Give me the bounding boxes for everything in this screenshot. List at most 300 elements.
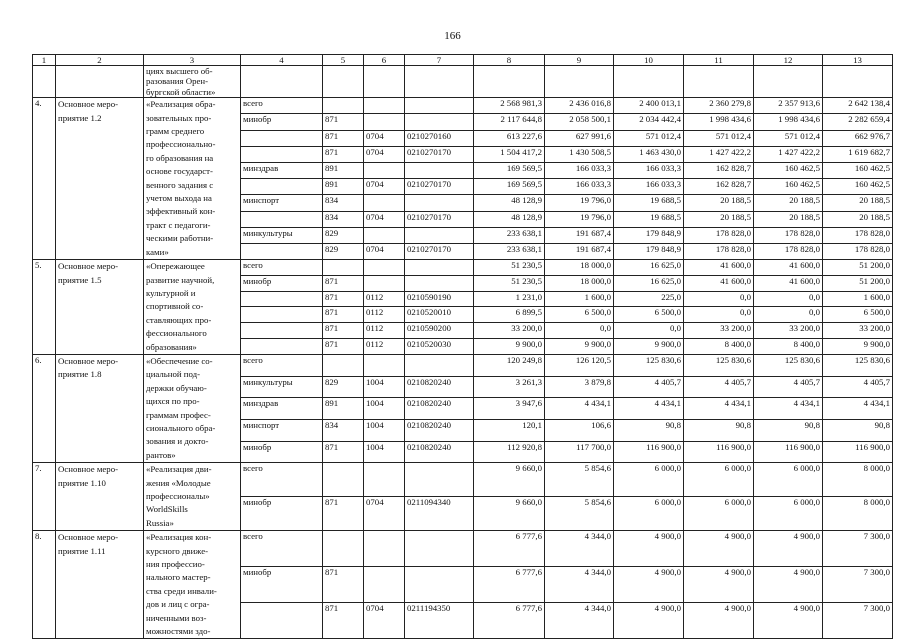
amount-cell: 0,0	[754, 291, 823, 307]
section-code	[364, 567, 405, 603]
amount-cell: 178 828,0	[684, 227, 754, 243]
amount-cell: 613 227,6	[474, 130, 545, 146]
amount-cell: 9 900,0	[474, 339, 545, 355]
amount-cell: 6 899,5	[474, 307, 545, 323]
amount-cell: 179 848,9	[614, 243, 684, 259]
empty-cell	[823, 66, 893, 98]
amount-cell: 4 434,1	[684, 398, 754, 420]
target-code: 0210270170	[405, 211, 474, 227]
grbs-code: 871	[323, 146, 364, 162]
amount-cell: 125 830,6	[684, 354, 754, 376]
column-header: 8	[474, 55, 545, 66]
amount-cell: 2 436 016,8	[545, 98, 614, 114]
executor	[241, 339, 323, 355]
header-row	[33, 55, 893, 66]
amount-cell: 6 500,0	[614, 307, 684, 323]
item-name: Основное меро- приятие 1.11	[56, 531, 144, 639]
amount-cell: 4 900,0	[754, 567, 823, 603]
amount-cell: 179 848,9	[614, 227, 684, 243]
target-code	[405, 354, 474, 376]
amount-cell: 18 000,0	[545, 275, 614, 291]
executor: всего	[241, 260, 323, 276]
amount-cell: 126 120,5	[545, 354, 614, 376]
section-code	[364, 354, 405, 376]
amount-cell: 48 128,9	[474, 195, 545, 211]
amount-cell: 571 012,4	[614, 130, 684, 146]
target-code: 0210820240	[405, 419, 474, 441]
grbs-code: 871	[323, 307, 364, 323]
amount-cell: 20 188,5	[754, 195, 823, 211]
section-code: 1004	[364, 398, 405, 420]
amount-cell: 106,6	[545, 419, 614, 441]
amount-cell: 90,8	[614, 419, 684, 441]
target-code	[405, 162, 474, 178]
amount-cell: 125 830,6	[614, 354, 684, 376]
amount-cell: 1 998 434,6	[754, 114, 823, 130]
amount-cell: 4 434,1	[754, 398, 823, 420]
grbs-code: 891	[323, 179, 364, 195]
amount-cell: 0,0	[754, 307, 823, 323]
amount-cell: 6 000,0	[684, 463, 754, 497]
target-code	[405, 567, 474, 603]
amount-cell: 120,1	[474, 419, 545, 441]
amount-cell: 233 638,1	[474, 227, 545, 243]
executor: всего	[241, 98, 323, 114]
amount-cell: 90,8	[754, 419, 823, 441]
section-code	[364, 275, 405, 291]
amount-cell: 1 427 422,2	[684, 146, 754, 162]
amount-cell: 41 600,0	[684, 260, 754, 276]
item-name: Основное меро- приятие 1.10	[56, 463, 144, 531]
amount-cell: 1 998 434,6	[684, 114, 754, 130]
amount-cell: 7 300,0	[823, 567, 893, 603]
grbs-code: 834	[323, 195, 364, 211]
amount-cell: 120 249,8	[474, 354, 545, 376]
grbs-code: 871	[323, 567, 364, 603]
amount-cell: 6 000,0	[684, 497, 754, 531]
executor: минобр	[241, 497, 323, 531]
column-header: 3	[144, 55, 241, 66]
amount-cell: 571 012,4	[754, 130, 823, 146]
amount-cell: 8 000,0	[823, 497, 893, 531]
amount-cell: 1 600,0	[823, 291, 893, 307]
amount-cell: 225,0	[614, 291, 684, 307]
section-code	[364, 195, 405, 211]
grbs-code: 834	[323, 211, 364, 227]
amount-cell: 1 504 417,2	[474, 146, 545, 162]
amount-cell: 9 900,0	[545, 339, 614, 355]
amount-cell: 2 360 279,8	[684, 98, 754, 114]
executor: минобр	[241, 441, 323, 463]
target-code	[405, 227, 474, 243]
target-code: 0210820240	[405, 398, 474, 420]
amount-cell: 160 462,5	[823, 179, 893, 195]
grbs-code: 891	[323, 162, 364, 178]
amount-cell: 162 828,7	[684, 162, 754, 178]
section-code: 0704	[364, 130, 405, 146]
amount-cell: 0,0	[614, 323, 684, 339]
target-code: 0210590190	[405, 291, 474, 307]
amount-cell: 2 117 644,8	[474, 114, 545, 130]
amount-cell: 16 625,0	[614, 260, 684, 276]
target-code	[405, 195, 474, 211]
item-description: «Обеспечение со- циальной под- держки обучаю- щихся по про- граммам профес- сионального обра- зования и докто- рантов»	[144, 354, 241, 462]
amount-cell: 125 830,6	[823, 354, 893, 376]
amount-cell: 4 434,1	[823, 398, 893, 420]
target-code: 0210270160	[405, 130, 474, 146]
item-number: 4.	[33, 98, 56, 260]
amount-cell: 2 282 659,4	[823, 114, 893, 130]
amount-cell: 4 344,0	[545, 567, 614, 603]
amount-cell: 6 777,6	[474, 567, 545, 603]
amount-cell: 2 034 442,4	[614, 114, 684, 130]
amount-cell: 166 033,3	[614, 162, 684, 178]
amount-cell: 117 700,0	[545, 441, 614, 463]
amount-cell: 1 619 682,7	[823, 146, 893, 162]
amount-cell: 4 900,0	[614, 567, 684, 603]
section-code	[364, 227, 405, 243]
target-code	[405, 260, 474, 276]
empty-cell	[241, 66, 323, 98]
amount-cell: 7 300,0	[823, 531, 893, 567]
grbs-code: 829	[323, 376, 364, 398]
grbs-code: 891	[323, 398, 364, 420]
amount-cell: 4 900,0	[684, 567, 754, 603]
amount-cell: 33 200,0	[474, 323, 545, 339]
target-code: 0210270170	[405, 243, 474, 259]
amount-cell: 41 600,0	[684, 275, 754, 291]
amount-cell: 8 000,0	[823, 463, 893, 497]
empty-cell	[545, 66, 614, 98]
amount-cell: 90,8	[684, 419, 754, 441]
executor	[241, 243, 323, 259]
grbs-code: 871	[323, 441, 364, 463]
amount-cell: 4 344,0	[545, 531, 614, 567]
amount-cell: 4 900,0	[614, 603, 684, 639]
executor	[241, 291, 323, 307]
amount-cell: 20 188,5	[684, 195, 754, 211]
empty-cell	[754, 66, 823, 98]
section-code: 0704	[364, 146, 405, 162]
amount-cell: 4 900,0	[614, 531, 684, 567]
section-code	[364, 531, 405, 567]
executor: минобр	[241, 275, 323, 291]
item-name: Основное меро- приятие 1.2	[56, 98, 144, 260]
amount-cell: 160 462,5	[754, 162, 823, 178]
amount-cell: 2 568 981,3	[474, 98, 545, 114]
section-code	[364, 463, 405, 497]
column-header: 9	[545, 55, 614, 66]
empty-cell	[614, 66, 684, 98]
amount-cell: 6 000,0	[614, 497, 684, 531]
amount-cell: 20 188,5	[754, 211, 823, 227]
amount-cell: 571 012,4	[684, 130, 754, 146]
executor: минкультуры	[241, 376, 323, 398]
column-header: 7	[405, 55, 474, 66]
amount-cell: 166 033,3	[545, 179, 614, 195]
grbs-code: 871	[323, 130, 364, 146]
target-code: 0210590200	[405, 323, 474, 339]
executor	[241, 179, 323, 195]
table-row	[33, 531, 893, 567]
amount-cell: 9 900,0	[614, 339, 684, 355]
amount-cell: 178 828,0	[823, 227, 893, 243]
amount-cell: 1 600,0	[545, 291, 614, 307]
amount-cell: 33 200,0	[684, 323, 754, 339]
amount-cell: 233 638,1	[474, 243, 545, 259]
amount-cell: 1 430 508,5	[545, 146, 614, 162]
item-number: 6.	[33, 354, 56, 462]
column-header: 4	[241, 55, 323, 66]
executor: всего	[241, 531, 323, 567]
amount-cell: 19 688,5	[614, 211, 684, 227]
executor: минспорт	[241, 195, 323, 211]
amount-cell: 51 230,5	[474, 260, 545, 276]
amount-cell: 51 200,0	[823, 260, 893, 276]
amount-cell: 116 900,0	[823, 441, 893, 463]
empty-cell	[364, 66, 405, 98]
grbs-code: 871	[323, 339, 364, 355]
amount-cell: 2 357 913,6	[754, 98, 823, 114]
target-code	[405, 114, 474, 130]
column-header: 10	[614, 55, 684, 66]
amount-cell: 4 344,0	[545, 603, 614, 639]
grbs-code	[323, 98, 364, 114]
amount-cell: 33 200,0	[823, 323, 893, 339]
amount-cell: 160 462,5	[823, 162, 893, 178]
executor	[241, 130, 323, 146]
amount-cell: 6 777,6	[474, 531, 545, 567]
executor: всего	[241, 463, 323, 497]
amount-cell: 48 128,9	[474, 211, 545, 227]
grbs-code: 834	[323, 419, 364, 441]
target-code: 0210270170	[405, 146, 474, 162]
amount-cell: 191 687,4	[545, 227, 614, 243]
item-name: Основное меро- приятие 1.8	[56, 354, 144, 462]
amount-cell: 1 463 430,0	[614, 146, 684, 162]
grbs-code	[323, 531, 364, 567]
amount-cell: 166 033,3	[614, 179, 684, 195]
empty-cell	[323, 66, 364, 98]
executor: минздрав	[241, 162, 323, 178]
column-header: 6	[364, 55, 405, 66]
section-code: 0112	[364, 323, 405, 339]
amount-cell: 1 427 422,2	[754, 146, 823, 162]
amount-cell: 41 600,0	[754, 275, 823, 291]
column-header: 11	[684, 55, 754, 66]
grbs-code: 829	[323, 227, 364, 243]
amount-cell: 662 976,7	[823, 130, 893, 146]
amount-cell: 4 900,0	[754, 531, 823, 567]
target-code	[405, 463, 474, 497]
amount-cell: 2 642 138,4	[823, 98, 893, 114]
amount-cell: 3 879,8	[545, 376, 614, 398]
executor: минобр	[241, 567, 323, 603]
section-code: 0704	[364, 243, 405, 259]
amount-cell: 116 900,0	[614, 441, 684, 463]
item-number: 7.	[33, 463, 56, 531]
grbs-code: 871	[323, 275, 364, 291]
amount-cell: 4 900,0	[684, 603, 754, 639]
executor	[241, 323, 323, 339]
empty-cell	[405, 66, 474, 98]
amount-cell: 2 058 500,1	[545, 114, 614, 130]
amount-cell: 41 600,0	[754, 260, 823, 276]
section-code	[364, 98, 405, 114]
amount-cell: 16 625,0	[614, 275, 684, 291]
executor	[241, 307, 323, 323]
amount-cell: 6 777,6	[474, 603, 545, 639]
amount-cell: 6 000,0	[754, 463, 823, 497]
page-number: 166	[444, 30, 461, 42]
grbs-code: 829	[323, 243, 364, 259]
column-header: 12	[754, 55, 823, 66]
amount-cell: 20 188,5	[684, 211, 754, 227]
item-number: 8.	[33, 531, 56, 639]
amount-cell: 90,8	[823, 419, 893, 441]
amount-cell: 178 828,0	[684, 243, 754, 259]
section-code	[364, 162, 405, 178]
section-code: 0112	[364, 339, 405, 355]
amount-cell: 627 991,6	[545, 130, 614, 146]
amount-cell: 51 200,0	[823, 275, 893, 291]
amount-cell: 6 500,0	[823, 307, 893, 323]
amount-cell: 0,0	[684, 291, 754, 307]
section-code: 0112	[364, 307, 405, 323]
amount-cell: 112 920,8	[474, 441, 545, 463]
amount-cell: 4 405,7	[614, 376, 684, 398]
amount-cell: 6 500,0	[545, 307, 614, 323]
grbs-code	[323, 463, 364, 497]
amount-cell: 18 000,0	[545, 260, 614, 276]
empty-cell	[684, 66, 754, 98]
item-description: «Опережающее развитие научной, культурной и спортивной со- ставляющих про- фессионального образования»	[144, 260, 241, 355]
column-header: 2	[56, 55, 144, 66]
grbs-code: 871	[323, 323, 364, 339]
section-code: 0704	[364, 211, 405, 227]
amount-cell: 191 687,4	[545, 243, 614, 259]
grbs-code	[323, 354, 364, 376]
grbs-code	[323, 260, 364, 276]
item-name: Основное меро- приятие 1.5	[56, 260, 144, 355]
amount-cell: 0,0	[684, 307, 754, 323]
amount-cell: 19 688,5	[614, 195, 684, 211]
executor: минспорт	[241, 419, 323, 441]
section-code: 1004	[364, 441, 405, 463]
item-description: «Реализация кон- курсного движе- ния профессио- нального мастер- ства среди инвали- дов и лиц с огра- ниченными воз- можностями здо-	[144, 531, 241, 639]
amount-cell: 9 660,0	[474, 497, 545, 531]
amount-cell: 20 188,5	[823, 195, 893, 211]
section-code: 0704	[364, 179, 405, 195]
amount-cell: 116 900,0	[754, 441, 823, 463]
item-description: «Реализация обра- зовательных про- грамм среднего профессионально- го образования на основе государст- венного задания с учетом выхода на эффективный кон- тракт с педагоги- ческими работни- ками»	[144, 98, 241, 260]
section-code	[364, 114, 405, 130]
amount-cell: 4 434,1	[545, 398, 614, 420]
executor	[241, 146, 323, 162]
executor	[241, 603, 323, 639]
amount-cell: 178 828,0	[754, 243, 823, 259]
item-number: 5.	[33, 260, 56, 355]
empty-cell	[474, 66, 545, 98]
table-row	[33, 260, 893, 276]
amount-cell: 3 261,3	[474, 376, 545, 398]
amount-cell: 2 400 013,1	[614, 98, 684, 114]
amount-cell: 8 400,0	[684, 339, 754, 355]
amount-cell: 116 900,0	[684, 441, 754, 463]
amount-cell: 33 200,0	[754, 323, 823, 339]
amount-cell: 4 405,7	[823, 376, 893, 398]
section-code: 1004	[364, 376, 405, 398]
target-code: 0210270170	[405, 179, 474, 195]
amount-cell: 166 033,3	[545, 162, 614, 178]
amount-cell: 19 796,0	[545, 211, 614, 227]
amount-cell: 51 230,5	[474, 275, 545, 291]
executor: минкультуры	[241, 227, 323, 243]
amount-cell: 3 947,6	[474, 398, 545, 420]
target-code: 0211094340	[405, 497, 474, 531]
amount-cell: 5 854,6	[545, 497, 614, 531]
executor: минобр	[241, 114, 323, 130]
item-description: «Реализация дви- жения «Молодые профессионалы» WorldSkills Russia»	[144, 463, 241, 531]
column-header: 1	[33, 55, 56, 66]
amount-cell: 178 828,0	[754, 227, 823, 243]
amount-cell: 9 900,0	[823, 339, 893, 355]
amount-cell: 6 000,0	[754, 497, 823, 531]
amount-cell: 169 569,5	[474, 162, 545, 178]
amount-cell: 20 188,5	[823, 211, 893, 227]
target-code: 0210820240	[405, 376, 474, 398]
item-name	[56, 66, 144, 98]
table-row	[33, 66, 893, 98]
amount-cell: 6 000,0	[614, 463, 684, 497]
grbs-code: 871	[323, 603, 364, 639]
grbs-code: 871	[323, 291, 364, 307]
amount-cell: 178 828,0	[823, 243, 893, 259]
executor	[241, 211, 323, 227]
amount-cell: 4 900,0	[684, 531, 754, 567]
amount-cell: 160 462,5	[754, 179, 823, 195]
executor: минздрав	[241, 398, 323, 420]
executor: всего	[241, 354, 323, 376]
target-code: 0210820240	[405, 441, 474, 463]
target-code	[405, 98, 474, 114]
amount-cell: 162 828,7	[684, 179, 754, 195]
amount-cell: 7 300,0	[823, 603, 893, 639]
item-description: циях высшего об- разования Орен- бургской области»	[144, 66, 241, 98]
column-header: 5	[323, 55, 364, 66]
amount-cell: 5 854,6	[545, 463, 614, 497]
grbs-code: 871	[323, 497, 364, 531]
amount-cell: 4 405,7	[684, 376, 754, 398]
section-code: 0704	[364, 497, 405, 531]
table-row	[33, 463, 893, 497]
grbs-code: 871	[323, 114, 364, 130]
section-code	[364, 260, 405, 276]
target-code: 0210520030	[405, 339, 474, 355]
amount-cell: 0,0	[545, 323, 614, 339]
budget-table	[32, 54, 893, 639]
target-code: 0210520010	[405, 307, 474, 323]
amount-cell: 125 830,6	[754, 354, 823, 376]
amount-cell: 8 400,0	[754, 339, 823, 355]
amount-cell: 1 231,0	[474, 291, 545, 307]
table-row	[33, 98, 893, 114]
target-code: 0211194350	[405, 603, 474, 639]
section-code: 0704	[364, 603, 405, 639]
amount-cell: 4 434,1	[614, 398, 684, 420]
table-row	[33, 354, 893, 376]
amount-cell: 9 660,0	[474, 463, 545, 497]
